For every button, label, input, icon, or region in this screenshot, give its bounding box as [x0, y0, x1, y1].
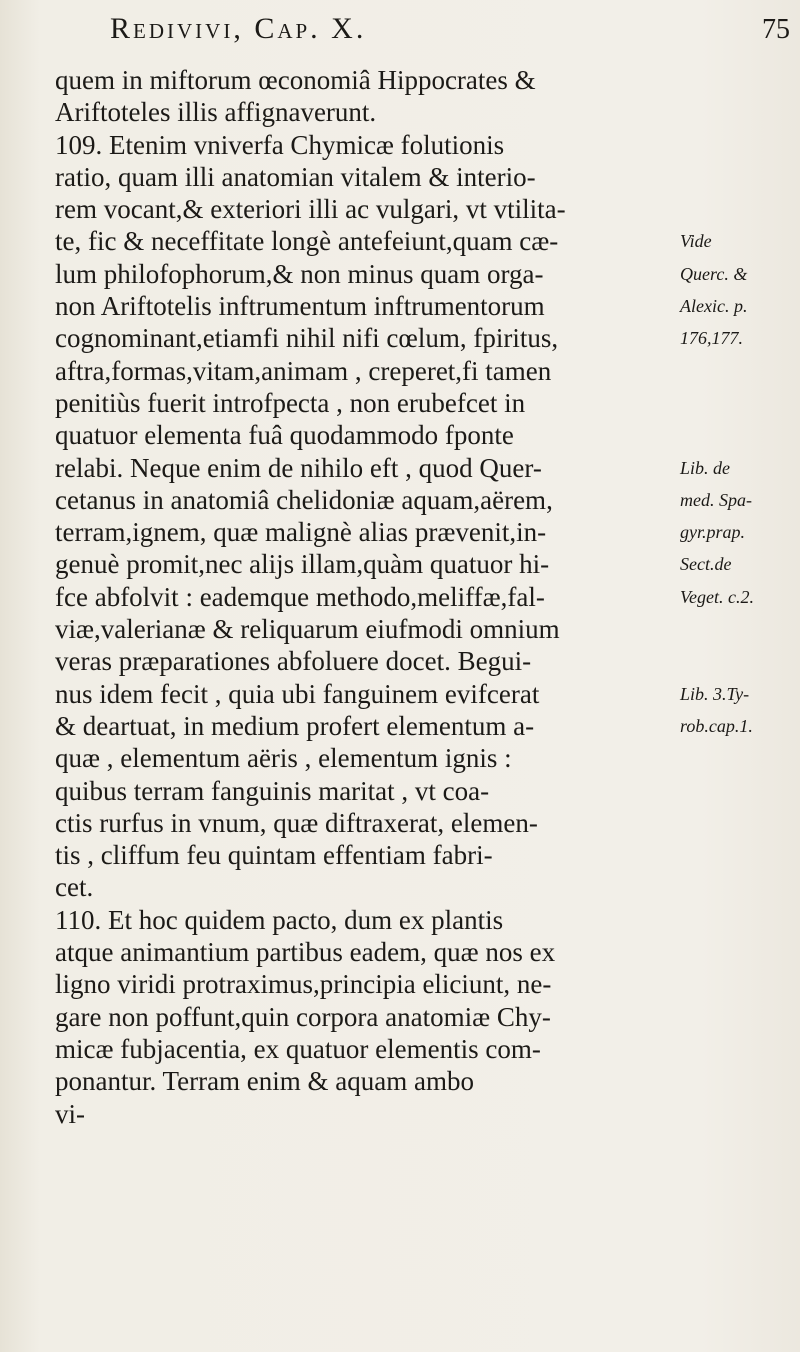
text-line: atque animantium partibus eadem, quæ nos ex — [55, 937, 556, 968]
text-line: 109. Etenim vniverfa Chymicæ folutionis — [55, 129, 505, 160]
text-line: & deartuat, in medium profert elementum a- — [55, 710, 535, 741]
text-line: 110. Et hoc quidem pacto, dum ex plantis — [55, 904, 504, 935]
page-number: 75 — [762, 14, 790, 45]
text-line: ligno viridi protraximus,principia eliciunt, ne- — [55, 969, 552, 1000]
text-line: quem in miftorum œconomiâ Hippocrates & — [55, 65, 536, 95]
margin-note: Querc. & — [680, 263, 748, 284]
text-line: gare non poffunt,quin corpora anatomiæ Chy- — [55, 1001, 551, 1032]
margin-notes — [680, 64, 800, 1130]
body-text — [55, 64, 655, 1130]
text-line: quatuor elementa fuâ quodammodo fponte — [55, 420, 514, 451]
text-line: quæ , elementum aëris , elementum ignis : — [55, 743, 512, 774]
text-line: relabi. Neque enim de nihilo eft , quod Quer- — [55, 452, 542, 483]
margin-note: Alexic. p. — [680, 296, 748, 317]
text-line: cet. — [55, 872, 94, 903]
text-line: nus idem fecit , quia ubi fanguinem evifcerat — [55, 678, 540, 709]
text-line: genuè promit,nec alijs illam,quàm quatuor hi- — [55, 549, 550, 580]
text-line: ctis rurfus in vnum, quæ diftraxerat, elemen- — [55, 807, 538, 838]
margin-note: Veget. c.2. — [680, 586, 754, 607]
text-line: quibus terram fanguinis maritat , vt coa- — [55, 775, 490, 806]
text-line: non Ariftotelis inftrumentum inftrumentorum — [55, 291, 545, 322]
text-line: viæ,valerianæ & reliquarum eiufmodi omnium — [55, 614, 560, 645]
text-line: lum philofophorum,& non minus quam orga- — [55, 258, 544, 289]
text-line: ponantur. Terram enim & aquam ambo — [55, 1066, 475, 1097]
margin-note: Vide — [680, 231, 712, 252]
text-line: micæ fubjacentia, ex quatuor elementis com- — [55, 1033, 541, 1064]
text-line: terram,ignem, quæ malignè alias prævenit,in- — [55, 517, 547, 548]
text-line: te, fic & neceffitate longè antefeiunt,quam cæ- — [55, 226, 559, 257]
text-line: cognominant,etiamfi nihil nifi cœlum, fpiritus, — [55, 323, 559, 354]
text-line: fce abfolvit : eademque methodo,meliffæ,fal- — [55, 581, 545, 612]
page-header — [110, 10, 790, 60]
margin-note: Sect.de — [680, 554, 732, 575]
margin-note: med. Spa- — [680, 489, 752, 510]
text-line: penitiùs fuerit introfpecta , non erubefcet in — [55, 387, 526, 418]
margin-note: gyr.prap. — [680, 522, 746, 543]
margin-note: 176,177. — [680, 328, 743, 349]
text-line: vi- — [55, 1098, 85, 1129]
margin-note: Lib. de — [680, 457, 731, 478]
text-line: rem vocant,& exteriori illi ac vulgari, vt vtilita- — [55, 194, 566, 225]
text-line: veras præparationes abfoluere docet. Begui- — [55, 646, 532, 677]
margin-note: Lib. 3.Ty- — [680, 683, 750, 704]
text-line: ratio, quam illi anatomian vitalem & interio- — [55, 161, 536, 192]
margin-note: rob.cap.1. — [680, 715, 753, 736]
text-line: tis , cliffum feu quintam effentiam fabri- — [55, 840, 493, 871]
text-line: Ariftoteles illis affignaverunt. — [55, 97, 377, 128]
running-title: Redivivi, Cap. X. — [110, 12, 367, 45]
text-line: aftra,formas,vitam,animam , creperet,fi tamen — [55, 355, 552, 386]
text-line: cetanus in anatomiâ chelidoniæ aquam,aërem, — [55, 484, 553, 515]
